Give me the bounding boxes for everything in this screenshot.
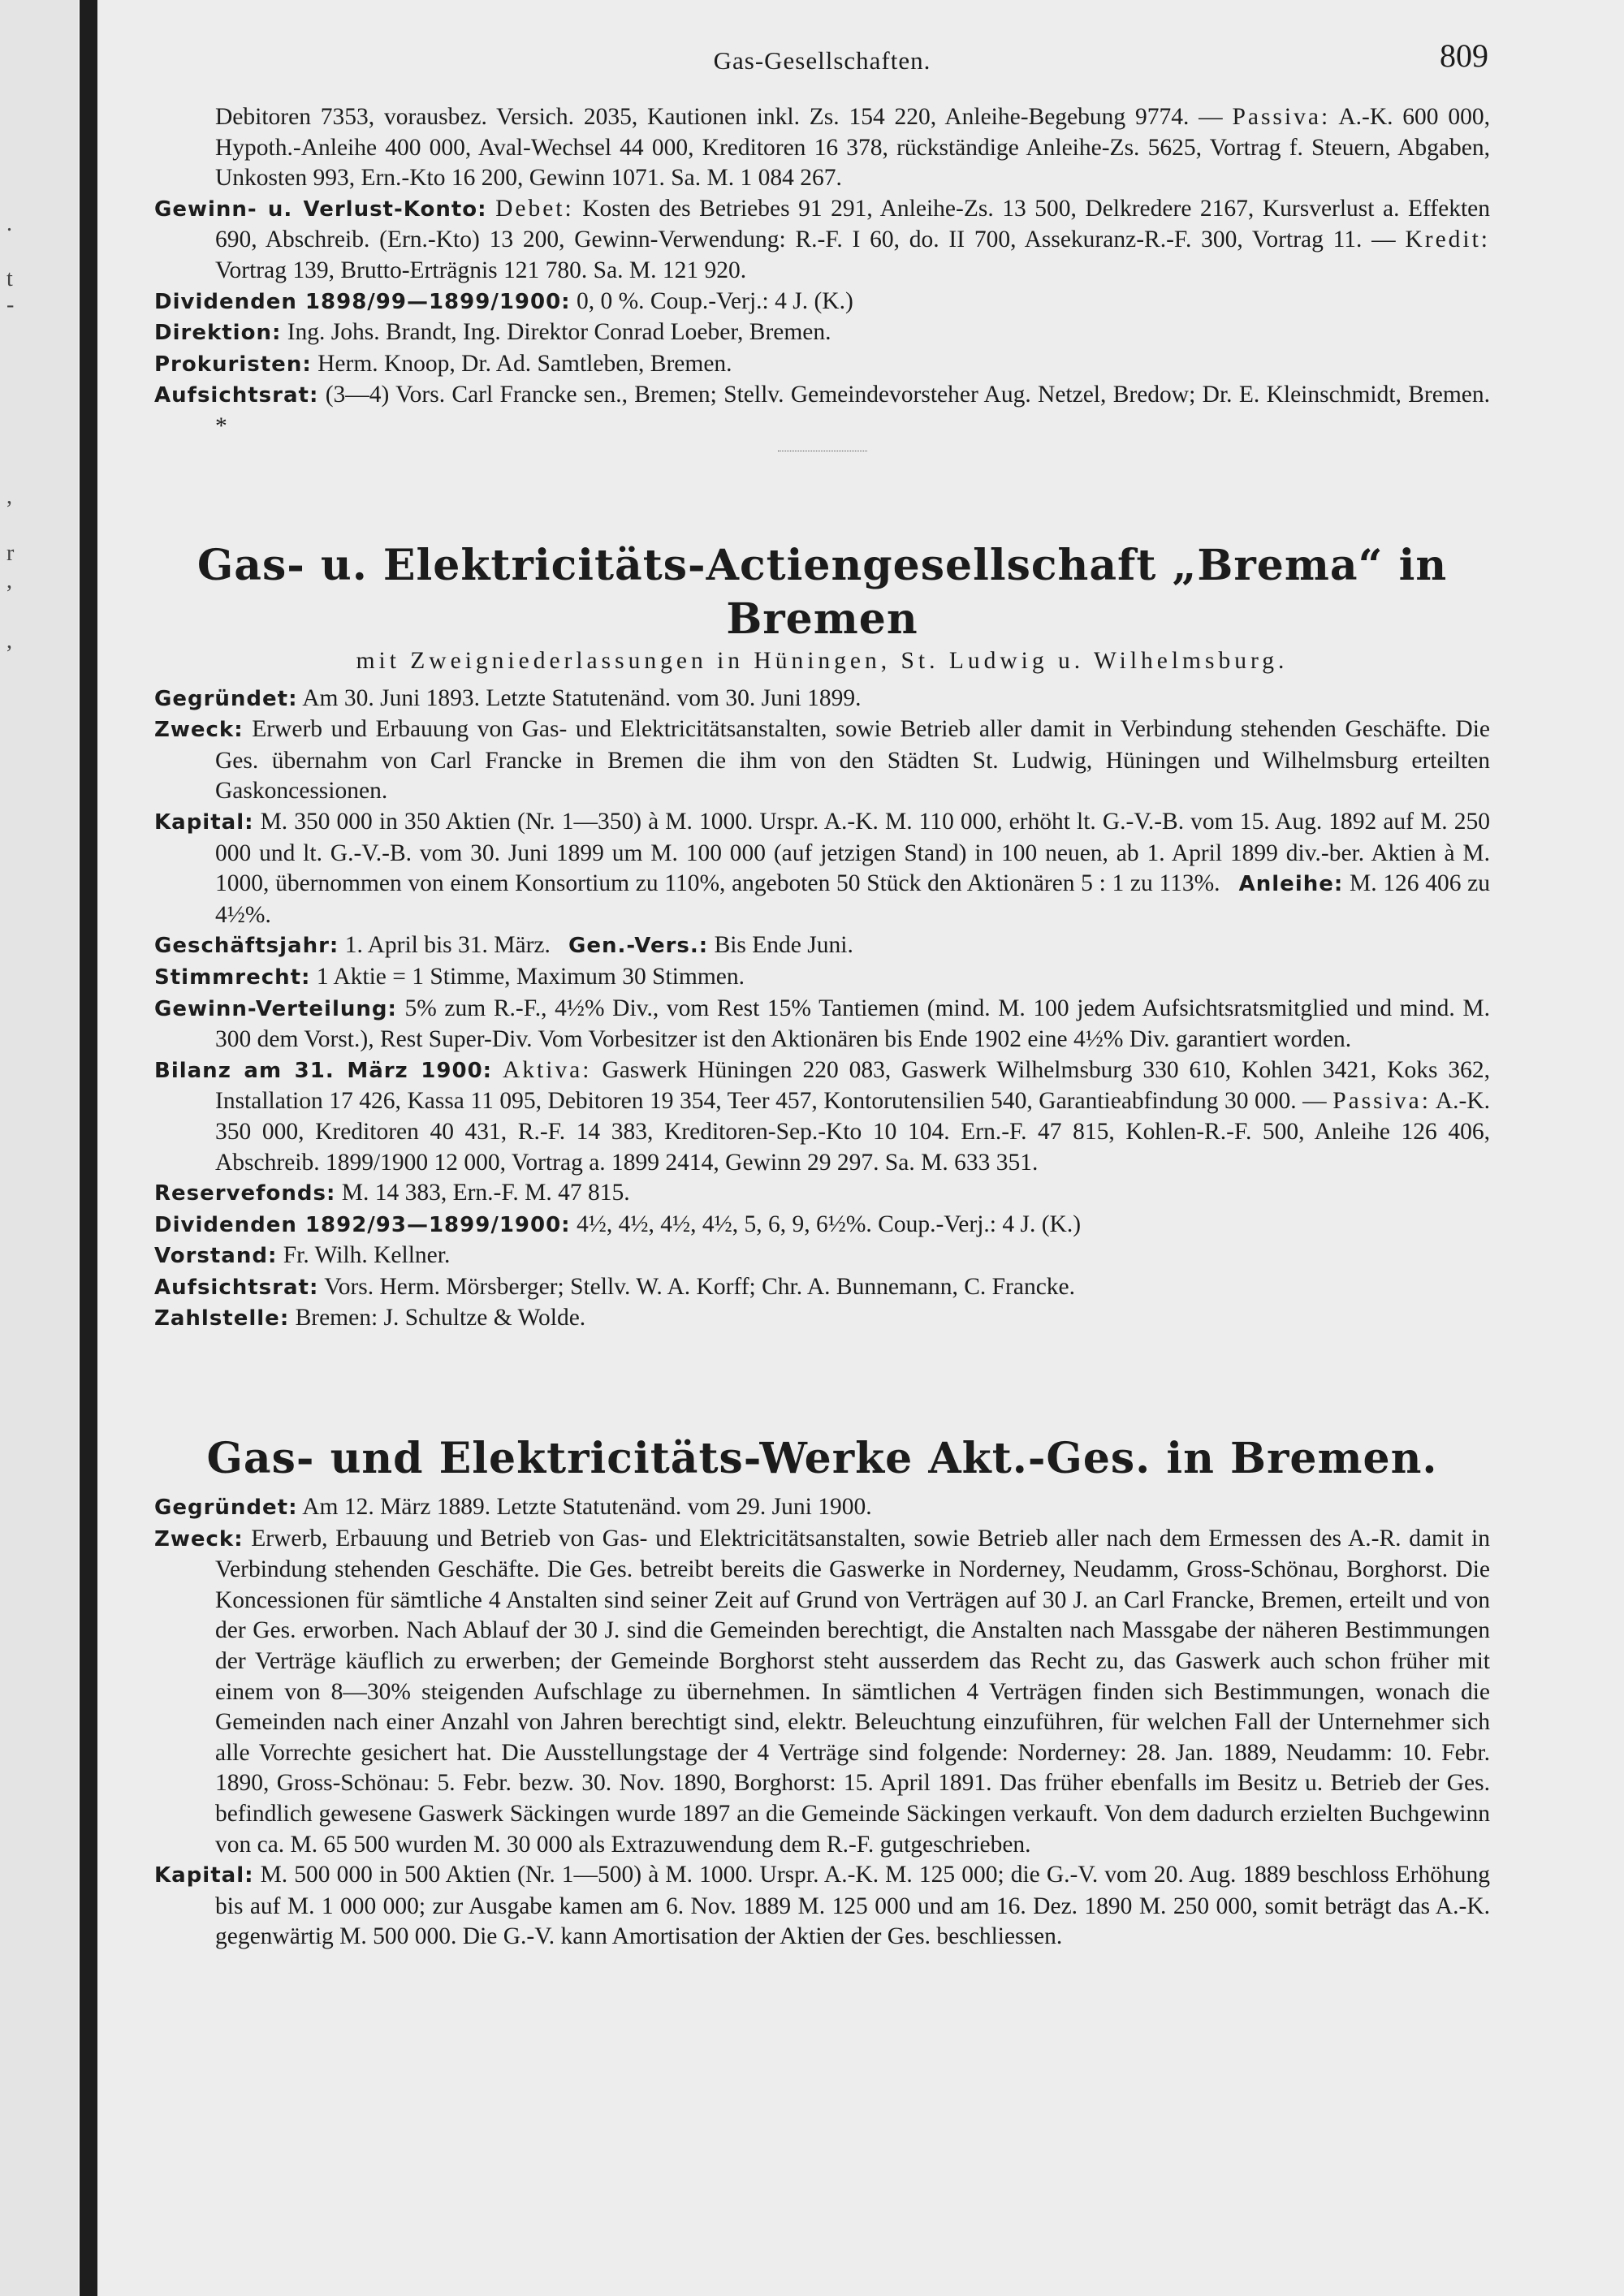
entry-profit-loss: Gewinn- u. Verlust-Konto: Debet: Kosten des Betriebes 91 291, Anleihe-Zs. 13 500, Delkredere 2167, Kursverlust a. Effekten 690, Abschreib. (Ern.-Kto) 13 200, Gewinn-Verwendung: R.-F. I 60, do. II 700, Assekuranz-R.-F. 300, Vortrag 11. — Kredit: Vortrag 139, Brutto-Erträgnis 121 780. Sa. M. 121 920. (154, 195, 1491, 283)
gutter-mark: , (6, 484, 12, 509)
entry-label: Gen.-Vers.: (568, 934, 709, 959)
entry-label: Bilanz am 31. März 1900: (154, 1058, 493, 1083)
balance-continuation: Debitoren 7353, vorausbez. Versich. 2035, Kautionen inkl. Zs. 154 220, Anleihe-Begebung 9774. — Passiva: A.-K. 600 000, Hypoth.-Anleihe 400 000, Aval-Wechsel 44 000, Kreditoren 16 378, rückständige Anleihe-Zs. 5625, Vortrag f. Steuern, Abgaben, Unkosten 993, Ern.-Kto 16 200, Gewinn 1071. Sa. M. 1 084 267. (215, 104, 1490, 192)
entry-capital: Kapital: M. 500 000 in 500 Aktien (Nr. 1—500) à M. 1000. Urspr. A.-K. M. 125 000; die G.-V. vom 20. Aug. 1889 beschloss Erhöhung bis auf M. 1 000 000; zur Ausgabe kamen am 6. Nov. 1889 M. 125 000 und am 16. Dez. 1890 M. 250 000, somit beträgt das A.-K. gegenwärtig M. 500 000. Die G.-V. kann Amortisation der Aktien der Ges. beschliessen. (154, 1862, 1490, 1950)
entry-label: Anleihe: (1238, 872, 1344, 897)
gutter-mark: , (6, 568, 12, 593)
entry-direction: Direktion: Ing. Johs. Brandt, Ing. Direktor Conrad Loeber, Bremen. (154, 319, 831, 346)
entry-label: Zahlstelle: (154, 1306, 290, 1331)
entry-dividends: Dividenden 1898/99—1899/1900: 0, 0 %. Coup.-Verj.: 4 J. (K.) (154, 287, 853, 314)
entry-label: Vorstand: (154, 1244, 278, 1269)
entry-label: Gegründet: (154, 1495, 298, 1520)
company-subtitle: mit Zweigniederlassungen in Hüningen, St. Ludwig u. Wilhelmsburg. (356, 648, 1289, 674)
entry-founded: Gegründet: Am 30. Juni 1893. Letzte Statutenänd. vom 30. Juni 1899. (154, 684, 862, 711)
entry-label: Direktion: (154, 321, 282, 346)
page-header (154, 39, 1490, 88)
company-title: Gas- u. Elektricitäts-Actiengesellschaft „Brema“ in Bremen (197, 541, 1448, 644)
gutter-mark: , (6, 628, 12, 654)
entry-label: Geschäftsjahr: (154, 934, 339, 959)
book-spine-shadow (80, 0, 97, 2296)
entry-reserve-fund: Reservefonds: M. 14 383, Ern.-F. M. 47 815. (154, 1180, 630, 1206)
entry-voting-right: Stimmrecht: 1 Aktie = 1 Stimme, Maximum 30 Stimmen. (154, 963, 745, 990)
company-brema (154, 539, 1490, 1335)
company-gas-elektricitaets-werke (154, 1432, 1490, 1953)
page-number: 809 (1440, 37, 1488, 74)
gutter-mark: t (6, 266, 13, 291)
entry-balance-sheet: Bilanz am 31. März 1900: Aktiva: Gaswerk Hüningen 220 083, Gaswerk Wilhelmsburg 330 610, Kohlen 3421, Koks 362, Installation 17 426, Kassa 11 095, Debitoren 19 354, Teer 457, Kontorutensilien 540, Garantieabfindung 30 000. — Passiva: A.-K. 350 000, Kreditoren 40 431, R.-F. 14 383, Kreditoren-Sep.-Kto 10 104. Ern.-F. 47 815, Kohlen-R.-F. 500, Anleihe 126 406, Abschreib. 1899/1900 12 000, Vortrag a. 1899 2414, Gewinn 29 297. Sa. M. 633 351. (154, 1056, 1490, 1176)
entry-purpose: Zweck: Erwerb, Erbauung und Betrieb von Gas- und Elektricitätsanstalten, sowie Betrieb aller nach dem Ermessen des A.-R. damit in Verbindung stehenden Geschäfte. Die Ges. betreibt bereits die Gaswerke in Norderney, Neudamm, Gross-Schönau, Borghorst. Die Koncessionen für sämtliche 4 Anstalten sind seiner Zeit auf Grund von Verträgen auf 30 J. an Carl Francke, Bremen, erteilt und von der Ges. erworben. Nach Ablauf der 30 J. sind die Gemeinden berechtigt, die Anstalten nach Massgabe der näheren Bestimmungen der Verträge käuflich zu erwerben; der Gemeinde Borghorst steht ausserdem das Recht zu, das Gaswerk auch schon früher mit einem von 8—30% steigenden Aufschlage zu übernehmen. In sämtlichen 4 Verträgen finden sich Bestimmungen, wonach die Gemeinden nach einer Anzahl von Jahren berechtigt sind, elektr. Beleuchtung einzuführen, für welchen Fall der Unternehmer sich alle Vorrechte gesichert hat. Die Ausstellungstage der 4 Verträge sind folgende: Norderney: 28. Jan. 1889, Neudamm: 10. Febr. 1890, Gross-Schönau: 5. Febr. bezw. 30. Nov. 1890, Borghorst: 15. April 1891. Das früher ebenfalls im Besitz u. Betrieb der Ges. befindlich gewesene Gaswerk Säckingen wurde 1897 an die Gemeinde Säckingen verkauft. Von dem dadurch erzielten Buchgewinn von ca. M. 65 500 wurden M. 30 000 als Extrazuwendung dem R.-F. gutgeschrieben. (154, 1525, 1490, 1858)
entry-label: Zweck: (154, 1526, 244, 1552)
entry-label: Gewinn- u. Verlust-Konto: (154, 196, 487, 222)
entry-label: Kapital: (154, 1863, 254, 1888)
passiva-label: Passiva: (1232, 104, 1331, 130)
page (154, 0, 1490, 2296)
entry-label: Zweck: (154, 718, 244, 743)
entry-label: Dividenden 1892/93—1899/1900: (154, 1212, 571, 1237)
entry-label: Gegründet: (154, 686, 298, 711)
previous-company-continuation (154, 102, 1490, 456)
gutter-mark: r (6, 541, 15, 566)
entry-label: Gewinn-Verteilung: (154, 996, 397, 1021)
entry-profit-distribution: Gewinn-Verteilung: 5% zum R.-F., 4½% Div., vom Rest 15% Tantiemen (mind. M. 100 jedem Aufsichtsratsmitglied und mind. M. 300 dem Vorst.), Rest Super-Div. Vom Vorbesitzer ist den Aktionären bis Ende 1902 eine 4½% Div. garantiert worden. (154, 995, 1490, 1053)
entry-board: Vorstand: Fr. Wilh. Kellner. (154, 1242, 451, 1269)
entry-label: Aufsichtsrat: (154, 383, 319, 408)
entry-founded: Gegründet: Am 12. März 1889. Letzte Statutenänd. vom 29. Juni 1900. (154, 1494, 872, 1520)
entry-supervisory-board: Aufsichtsrat: (3—4) Vors. Carl Francke sen., Bremen; Stellv. Gemeindevorsteher Aug. Netzel, Bredow; Dr. E. Kleinschmidt, Bremen. * (154, 382, 1490, 439)
entry-capital: Kapital: M. 350 000 in 350 Aktien (Nr. 1—350) à M. 1000. Urspr. A.-K. M. 110 000, erhöht lt. G.-V.-B. vom 15. Aug. 1892 auf M. 250 000 und lt. G.-V.-B. vom 30. Juni 1899 um M. 100 000 (auf jetzigen Stand) in 100 neuen, ab 1. April 1899 div.-ber. Aktien à M. 1000, übernommen von einem Konsortium zu 110%, angeboten 50 Stück den Aktionären 5 : 1 zu 113%. Anleihe: M. 126 406 zu 4½%. (154, 808, 1490, 928)
entry-label: Stimmrecht: (154, 965, 311, 990)
gutter-mark: . (6, 211, 12, 236)
entry-label: Aufsichtsrat: (154, 1275, 319, 1300)
entry-dividends: Dividenden 1892/93—1899/1900: 4½, 4½, 4½, 4½, 5, 6, 9, 6½%. Coup.-Verj.: 4 J. (K.) (154, 1211, 1082, 1237)
entry-business-year: Geschäftsjahr: 1. April bis 31. März. Gen.-Vers.: Bis Ende Juni. (154, 932, 853, 959)
entry-supervisory-board: Aufsichtsrat: Vors. Herm. Mörsberger; Stellv. W. A. Korff; Chr. A. Bunnemann, C. Francke. (154, 1273, 1076, 1300)
left-page-margin (0, 0, 78, 2296)
running-head: Gas-Gesellschaften. (713, 46, 931, 75)
entry-purpose: Zweck: Erwerb und Erbauung von Gas- und Elektricitätsanstalten, sowie Betrieb aller damit in Verbindung stehenden Geschäfte. Die Ges. übernahm von Carl Francke in Bremen die ihm von den Städten St. Ludwig, Hüningen und Wilhelmsburg erteilten Gaskoncessionen. (154, 716, 1490, 805)
company-title: Gas- und Elektricitäts-Werke Akt.-Ges. in Bremen. (206, 1434, 1438, 1483)
entry-label: Dividenden 1898/99—1899/1900: (154, 289, 571, 314)
entry-paying-agent: Zahlstelle: Bremen: J. Schultze & Wolde. (154, 1305, 586, 1331)
entry-procurists: Prokuristen: Herm. Knoop, Dr. Ad. Samtleben, Bremen. (154, 350, 732, 377)
entry-label: Reservefonds: (154, 1181, 336, 1206)
entry-label: Kapital: (154, 809, 254, 835)
gutter-mark: - (6, 292, 15, 317)
entry-label: Prokuristen: (154, 352, 312, 377)
